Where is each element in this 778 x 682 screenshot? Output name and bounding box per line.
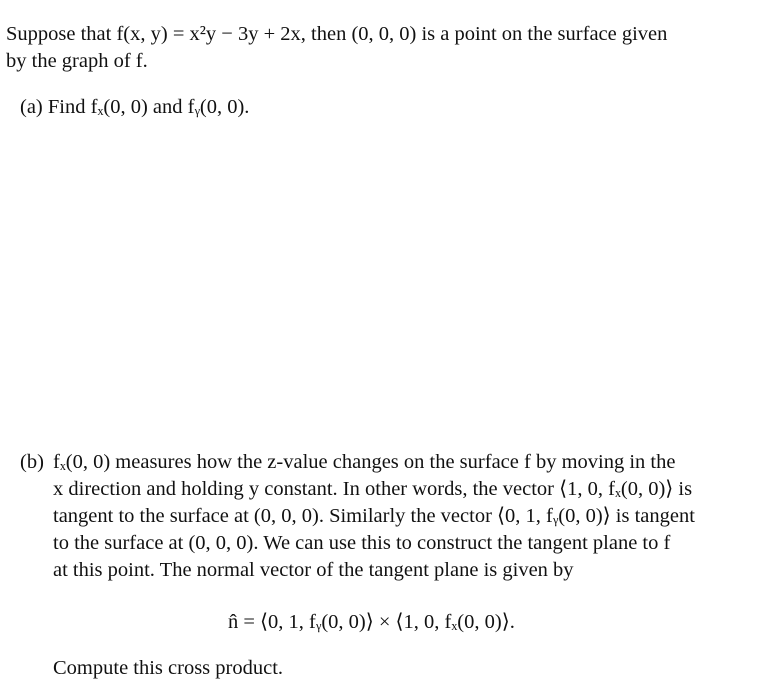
part-b-line: tangent to the surface at (0, 0, 0). Similarly the vector ⟨0, 1, fᵧ(0, 0)⟩ is tangent (53, 505, 695, 527)
part-b (20, 449, 760, 584)
intro-line-2: by the graph of f. (6, 50, 148, 72)
part-b-line: at this point. The normal vector of the tangent plane is given by (53, 559, 574, 581)
part-b-label: (b) (20, 451, 44, 473)
part-a-label: (a) (20, 96, 43, 118)
compute-instruction: Compute this cross product. (53, 657, 284, 679)
part-a-text: Find fₓ(0, 0) and fᵧ(0, 0). (47, 96, 250, 118)
part-b-line: x direction and holding y constant. In other words, the vector ⟨1, 0, fₓ(0, 0)⟩ is (53, 478, 693, 500)
problem-intro (6, 21, 766, 75)
part-b-line: fₓ(0, 0) measures how the z-value changes on the surface f by moving in the (53, 451, 676, 473)
part-b-line: to the surface at (0, 0, 0). We can use this to construct the tangent plane to f (53, 532, 671, 554)
part-b-body (53, 449, 760, 584)
intro-line-1: Suppose that f(x, y) = x²y − 3y + 2x, then (0, 0, 0) is a point on the surface given (6, 23, 668, 45)
part-a (20, 94, 249, 121)
cross-product-equation: n̂ = ⟨0, 1, fᵧ(0, 0)⟩ × ⟨1, 0, fₓ(0, 0)⟩. (228, 611, 515, 633)
